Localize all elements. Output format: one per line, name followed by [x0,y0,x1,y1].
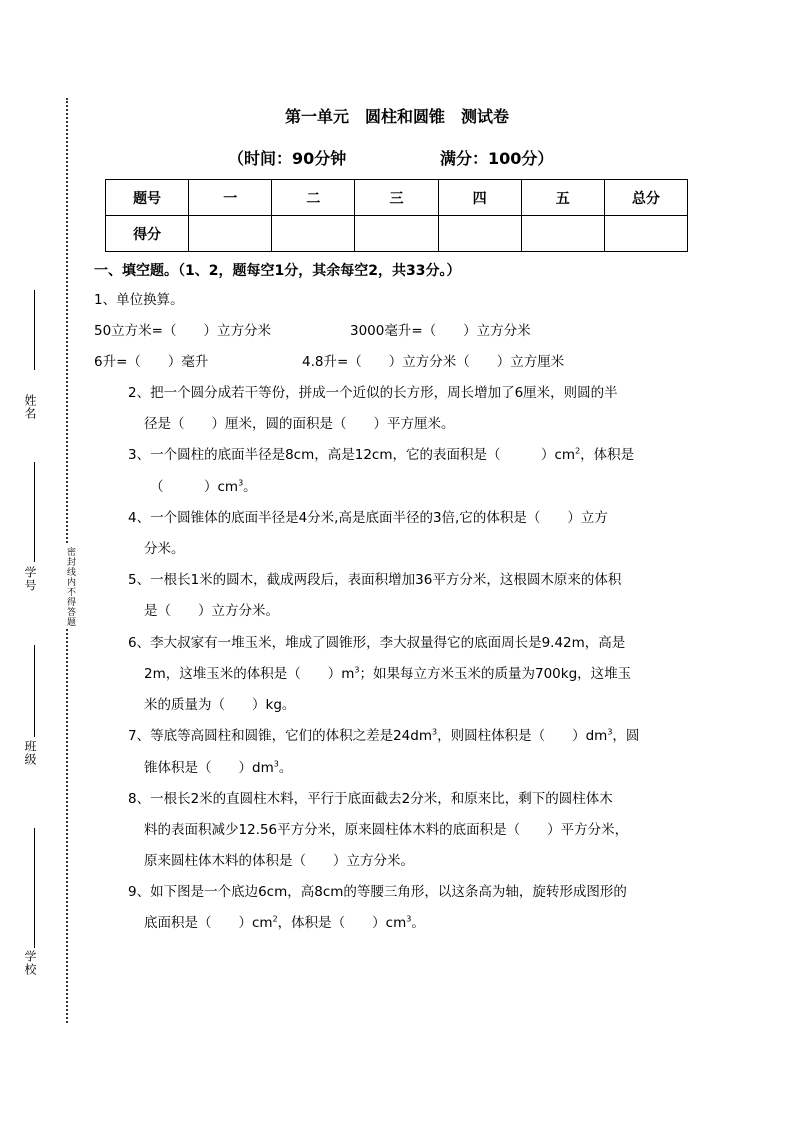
name-label: 姓名 [23,394,37,420]
score-cell[interactable] [272,216,355,252]
score-cell[interactable] [604,216,687,252]
q3-line1-tail: ，体积是 [580,447,635,463]
q8-line1: 8、一根长2米的直圆柱木料，平行于底面截去2分米，和原来比，剩下的圆柱体木 [128,791,613,807]
score-cell[interactable] [521,216,604,252]
score-table [105,179,688,252]
school-label: 学校 [23,950,37,976]
q1-item-d: 4.8升=（ ）立方分米（ ）立方厘米 [302,354,565,370]
score-table-header-cell: 四 [438,180,521,216]
score-table-header-cell: 题号 [106,180,189,216]
number-blank-line [34,462,35,562]
class-blank-line [34,645,35,737]
q7-superscript: 3 [273,759,279,769]
score-table-header-row [106,180,688,216]
q3-line2-text: （ ）cm [150,479,239,495]
score-table-header-cell: 三 [355,180,438,216]
q6-superscript: 3 [354,665,360,675]
q3-line2 [150,477,257,497]
score-table-header-cell: 二 [272,180,355,216]
q3-line1-text: 3、一个圆柱的底面半径是8cm，高是12cm，它的表面积是（ ）cm [128,447,576,463]
time-limit: （时间：90分钟 [228,149,347,168]
q9-superscript: 3 [406,914,412,924]
q7-superscript: 3 [432,727,438,737]
score-cell[interactable] [355,216,438,252]
q4-line1: 4、一个圆锥体的底面半径是4分米,高是底面半径的3倍,它的体积是（ ）立方 [128,510,608,526]
q8-line3: 原来圆柱体木料的体积是（ ）立方分米。 [144,853,414,869]
q2-line2: 径是（ ）厘米，圆的面积是（ ）平方厘米。 [144,416,455,432]
q2-line1: 2、把一个圆分成若干等份，拼成一个近似的长方形，周长增加了6厘米，则圆的半 [128,385,618,401]
full-score: 满分：100分） [440,149,554,168]
q7-superscript: 3 [607,727,613,737]
q6-line2-text: 2m，这堆玉米的体积是（ ）m [144,666,355,682]
q7-line1-tail: ，圆 [612,728,640,744]
school-blank-line [34,828,35,948]
score-row-label: 得分 [106,216,189,252]
q3-line2-tail: 。 [243,479,257,495]
q3-superscript: 2 [575,446,581,456]
score-table-header-cell: 一 [189,180,272,216]
score-table-score-row [106,216,688,252]
q7-line2-tail: 。 [278,760,293,776]
q1-item-c: 6升=（ ）毫升 [94,354,209,370]
q7-line1-mid: ，则圆柱体积是（ ）dm [437,728,608,744]
q7-line1 [128,726,639,746]
q8-line2: 料的表面积减少12.56平方分米，原来圆柱体木料的底面积是（ ）平方分米， [144,822,629,838]
q9-line2 [144,913,425,933]
q3-superscript: 3 [238,478,244,488]
q1-item-b: 3000毫升=（ ）立方分米 [350,323,531,339]
page-title: 第一单元 圆柱和圆锥 测试卷 [284,107,509,126]
section-heading: 一、填空题。（1、2，题每空1分，其余每空2，共33分。） [94,263,461,279]
seal-note: 密封线内不得答题 [65,547,75,627]
score-cell[interactable] [189,216,272,252]
q9-line2-tail: 。 [411,915,425,931]
q6-line2 [144,664,631,684]
q9-superscript: 2 [272,914,278,924]
q5-line2: 是（ ）立方分米。 [144,603,279,619]
q3-line1 [128,445,634,465]
q6-line3: 米的质量为（ ）kg。 [144,697,296,713]
score-table-header-cell: 总分 [604,180,687,216]
class-label: 班级 [23,740,37,766]
q9-line2-mid: ，体积是（ ）cm [277,915,407,931]
q4-line2: 分米。 [144,541,185,557]
q9-line2-text: 底面积是（ ）cm [144,915,273,931]
q6-line2-tail: ；如果每立方米玉米的质量为700kg，这堆玉 [359,666,632,682]
q6-line1: 6、李大叔家有一堆玉米，堆成了圆锥形，李大叔量得它的底面周长是9.42m，高是 [128,635,626,651]
q9-line1: 9、如下图是一个底边6cm，高8cm的等腰三角形，以这条高为轴，旋转形成图形的 [128,884,627,900]
q7-line2-text: 锥体积是（ ）dm [144,760,274,776]
q7-line1-text: 7、等底等高圆柱和圆锥，它们的体积之差是24dm [128,728,432,744]
q7-line2 [144,758,292,778]
q5-line1: 5、一根长1米的圆木，截成两段后，表面积增加36平方分米，这根圆木原来的体积 [128,572,622,588]
q1-item-a: 50立方米=（ ）立方分米 [94,323,271,339]
number-label: 学号 [23,566,37,592]
score-table-header-cell: 五 [521,180,604,216]
score-cell[interactable] [438,216,521,252]
q1-title: 1、单位换算。 [94,292,184,308]
name-blank-line [34,290,35,370]
